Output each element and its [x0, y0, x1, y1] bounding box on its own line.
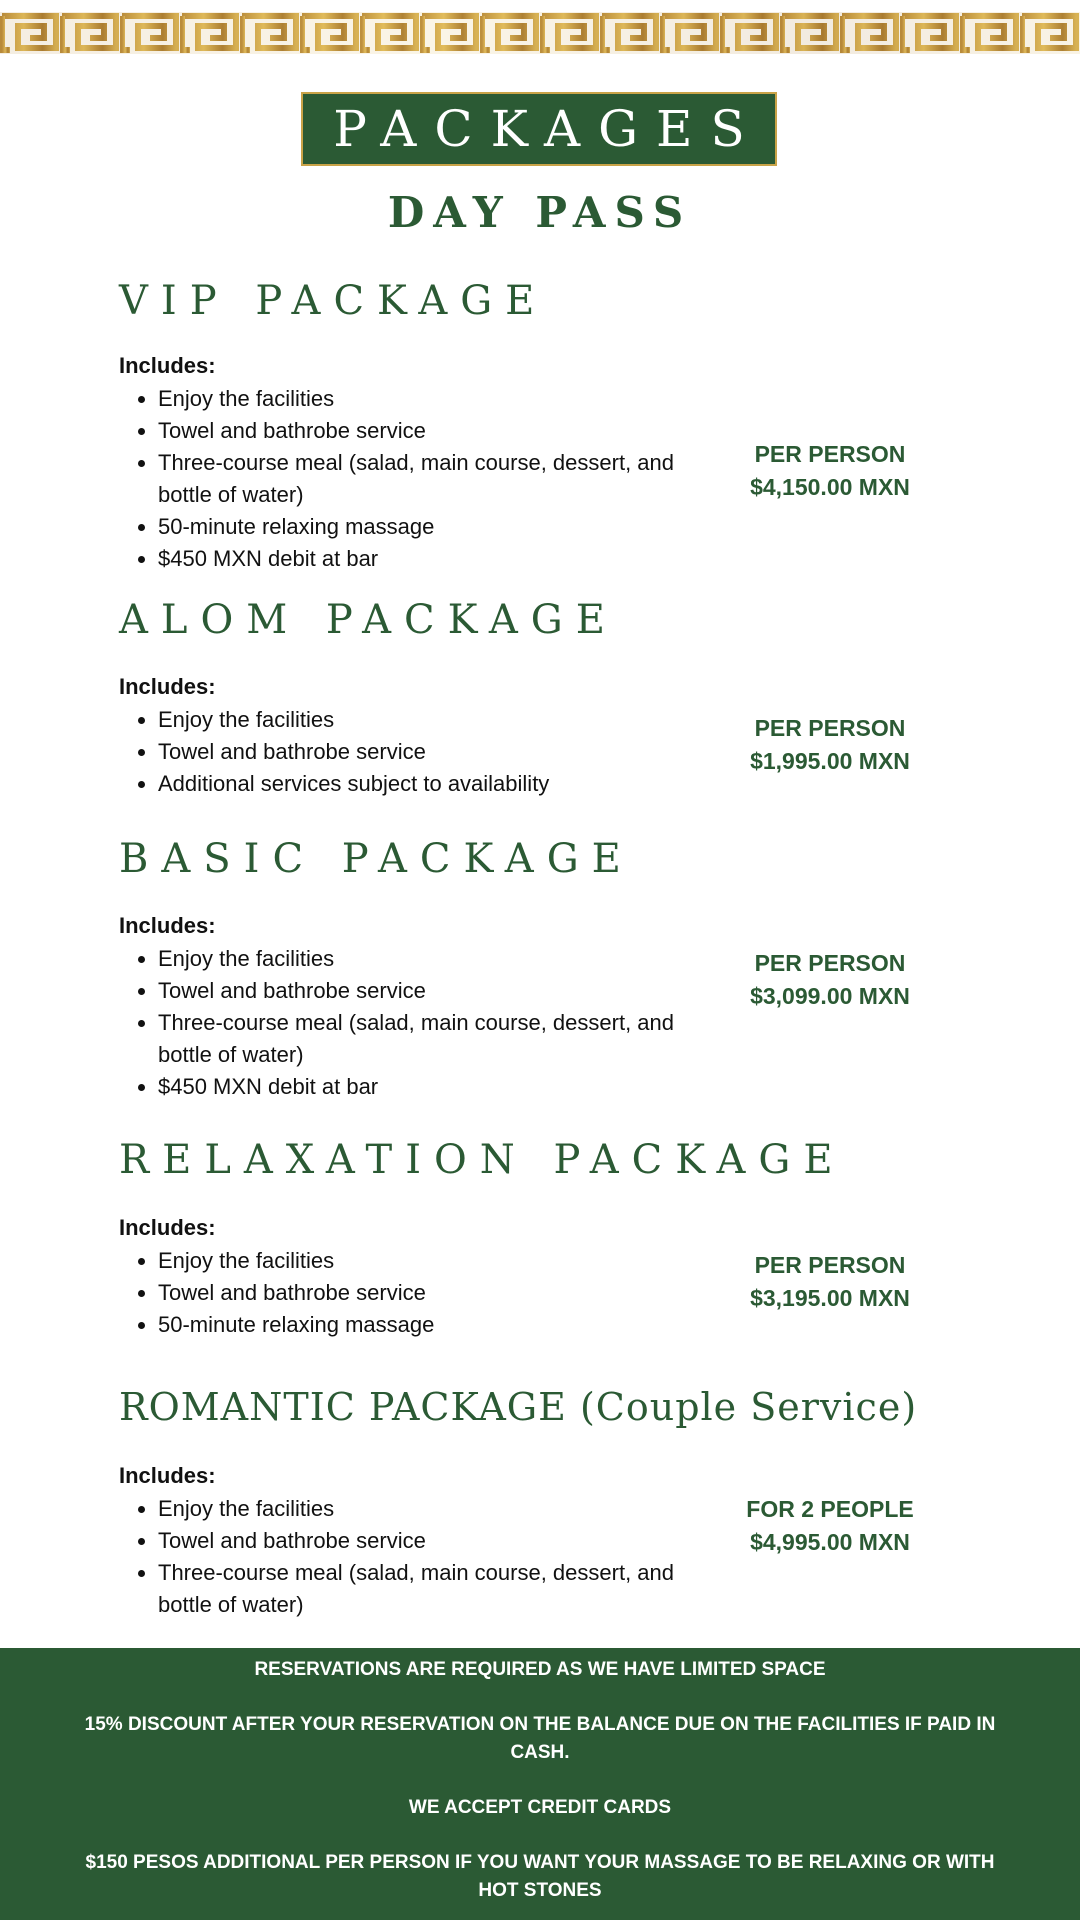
list-item: • Enjoy the facilities — [158, 943, 718, 975]
price-value: $3,195.00 MXN — [750, 1285, 910, 1311]
list-item: • 50-minute relaxing massage — [158, 511, 718, 543]
includes-label: Includes: — [119, 353, 216, 378]
price-block-romantic — [700, 1493, 960, 1559]
list-item: • Towel and bathrobe service — [158, 975, 718, 1007]
package-items-basic — [119, 943, 718, 1103]
package-items-vip — [119, 383, 718, 575]
price-label: PER PERSON — [754, 441, 906, 467]
page-title-banner — [301, 92, 777, 166]
list-item: • Three-course meal (salad, main course, dessert, and bottle of water) — [158, 1557, 718, 1621]
greek-key-border — [0, 12, 1080, 54]
list-item: • $450 MXN debit at bar — [158, 1071, 718, 1103]
page-title: PACKAGES — [333, 100, 763, 158]
package-title-vip: VIP PACKAGE — [119, 278, 548, 324]
package-title-relaxation: RELAXATION PACKAGE — [119, 1137, 846, 1183]
footer-note-discount: 15% DISCOUNT AFTER YOUR RESERVATION ON THE BALANCE DUE ON THE FACILITIES IF PAID IN CASH. — [84, 1714, 996, 1763]
list-item: • Towel and bathrobe service — [158, 1277, 718, 1309]
list-item: • Towel and bathrobe service — [158, 415, 718, 447]
page-subtitle: DAY PASS — [387, 188, 693, 237]
includes-label: Includes: — [119, 1463, 216, 1488]
includes-label: Includes: — [119, 1215, 216, 1240]
price-value: $4,150.00 MXN — [750, 474, 910, 500]
package-title-basic: BASIC PACKAGE — [119, 836, 634, 882]
package-items-alom — [119, 704, 718, 800]
price-label: FOR 2 PEOPLE — [746, 1496, 914, 1522]
footer-notes — [0, 1648, 1080, 1920]
price-block-basic — [700, 947, 960, 1013]
price-label: PER PERSON — [754, 1252, 906, 1278]
list-item: • $450 MXN debit at bar — [158, 543, 718, 575]
package-title-alom: ALOM PACKAGE — [119, 597, 618, 643]
includes-label: Includes: — [119, 913, 216, 938]
includes-label: Includes: — [119, 674, 216, 699]
package-items-relaxation — [119, 1245, 718, 1341]
list-item: • Enjoy the facilities — [158, 1493, 718, 1525]
price-block-relaxation — [700, 1249, 960, 1315]
price-block-vip — [700, 438, 960, 504]
price-value: $1,995.00 MXN — [750, 748, 910, 774]
list-item: • Three-course meal (salad, main course, dessert, and bottle of water) — [158, 1007, 718, 1071]
package-items-romantic — [119, 1493, 718, 1621]
price-value: $3,099.00 MXN — [750, 983, 910, 1009]
package-title-romantic: ROMANTIC PACKAGE (Couple Service) — [119, 1385, 918, 1429]
footer-note-massage: $150 PESOS ADDITIONAL PER PERSON IF YOU WANT YOUR MASSAGE TO BE RELAXING OR WITH HOT STONES — [85, 1852, 995, 1901]
price-label: PER PERSON — [754, 950, 906, 976]
list-item: • Three-course meal (salad, main course, dessert, and bottle of water) — [158, 447, 718, 511]
list-item: • Enjoy the facilities — [158, 383, 718, 415]
footer-note-reservations: RESERVATIONS ARE REQUIRED AS WE HAVE LIMITED SPACE — [254, 1659, 826, 1680]
price-label: PER PERSON — [754, 715, 906, 741]
footer-note-credit-cards: WE ACCEPT CREDIT CARDS — [408, 1797, 672, 1818]
price-value: $4,995.00 MXN — [750, 1529, 910, 1555]
price-block-alom — [700, 712, 960, 778]
list-item: • Enjoy the facilities — [158, 1245, 718, 1277]
list-item: • Towel and bathrobe service — [158, 1525, 718, 1557]
list-item: • Additional services subject to availability — [158, 768, 718, 800]
list-item: • 50-minute relaxing massage — [158, 1309, 718, 1341]
list-item: • Enjoy the facilities — [158, 704, 718, 736]
list-item: • Towel and bathrobe service — [158, 736, 718, 768]
